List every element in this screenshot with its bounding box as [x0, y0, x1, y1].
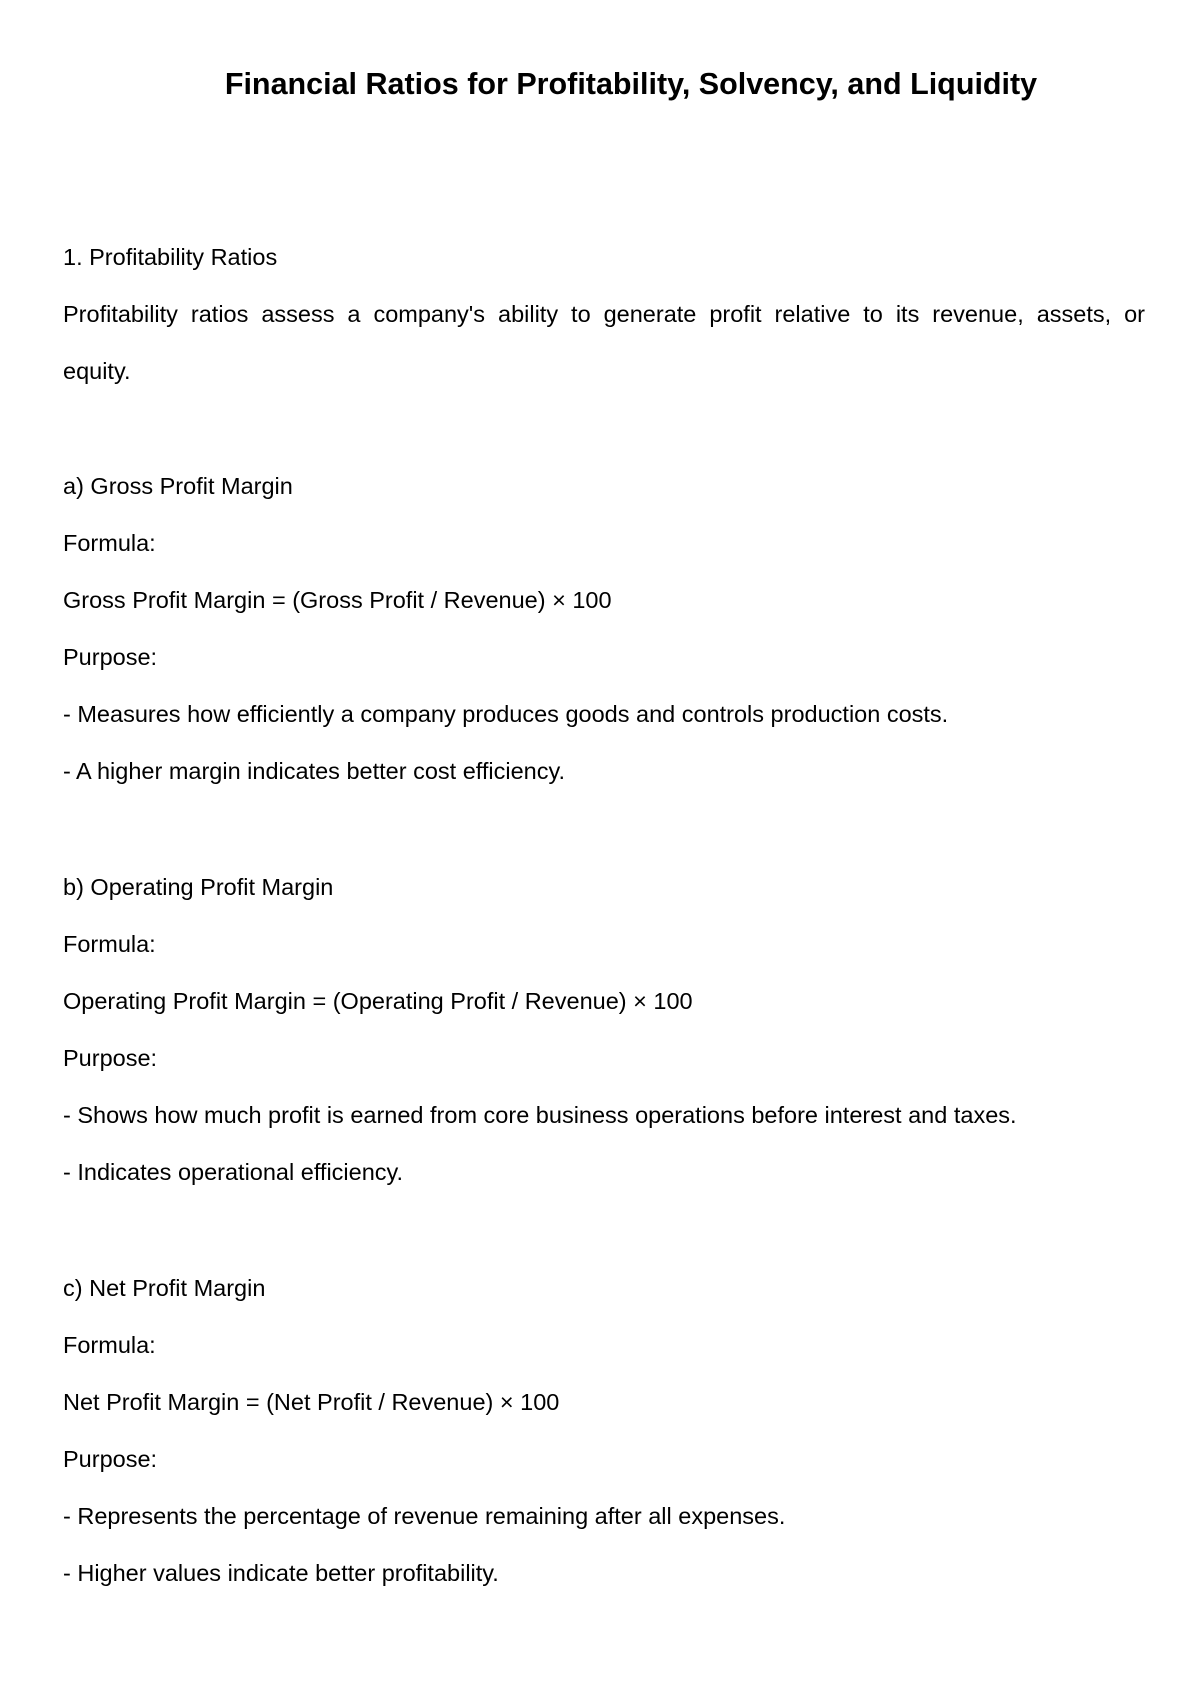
purpose-label: Purpose: [63, 644, 158, 670]
purpose-bullet: - Represents the percentage of revenue remaining after all expenses. [63, 1503, 786, 1529]
formula-label: Formula: [63, 1332, 156, 1358]
formula-operating-profit-margin: Operating Profit Margin = (Operating Profit / Revenue) × 100 [63, 988, 693, 1014]
section-intro-line-1: Profitability ratios assess a company's ability to generate profit relative to its revenue, assets, or [63, 301, 1145, 327]
formula-label: Formula: [63, 530, 156, 556]
subsection-heading-net-profit-margin: c) Net Profit Margin [63, 1275, 266, 1301]
purpose-label: Purpose: [63, 1045, 158, 1071]
purpose-bullet: - Indicates operational efficiency. [63, 1159, 404, 1185]
purpose-bullet: - A higher margin indicates better cost efficiency. [63, 758, 566, 784]
purpose-bullet: - Shows how much profit is earned from core business operations before interest and taxes. [63, 1102, 1017, 1128]
document-title: Financial Ratios for Profitability, Solvency, and Liquidity [224, 67, 1038, 101]
subsection-heading-operating-profit-margin: b) Operating Profit Margin [63, 874, 334, 900]
purpose-label: Purpose: [63, 1446, 158, 1472]
section-heading-profitability: 1. Profitability Ratios [63, 244, 278, 270]
purpose-bullet: - Higher values indicate better profitability. [63, 1560, 499, 1586]
section-intro-line-2: equity. [63, 358, 131, 384]
subsection-heading-gross-profit-margin: a) Gross Profit Margin [63, 473, 293, 499]
purpose-bullet: - Measures how efficiently a company produces goods and controls production costs. [63, 701, 949, 727]
formula-label: Formula: [63, 931, 156, 957]
formula-net-profit-margin: Net Profit Margin = (Net Profit / Revenue) × 100 [63, 1389, 560, 1415]
formula-gross-profit-margin: Gross Profit Margin = (Gross Profit / Revenue) × 100 [63, 587, 612, 613]
